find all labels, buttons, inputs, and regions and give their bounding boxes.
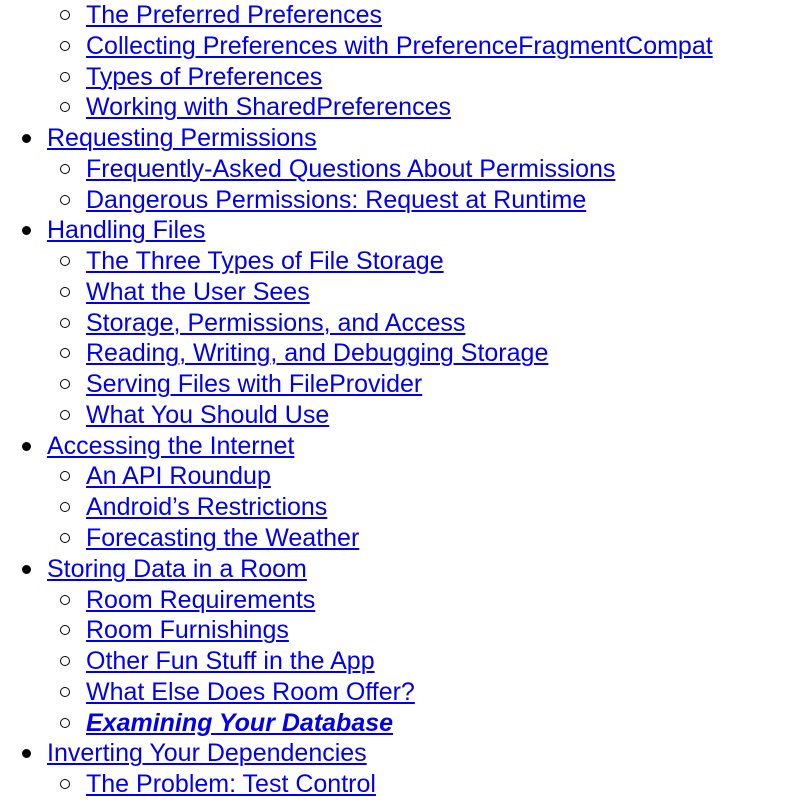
section-item xyxy=(0,185,800,216)
circle-bullet-icon xyxy=(60,410,70,420)
circle-bullet-icon xyxy=(60,779,70,789)
section-item xyxy=(0,31,800,62)
section-item xyxy=(0,277,800,308)
circle-bullet-icon xyxy=(60,687,70,697)
section-link[interactable]: What Else Does Room Offer? xyxy=(86,677,415,706)
section-list xyxy=(0,461,800,553)
section-link[interactable]: What You Should Use xyxy=(86,400,330,429)
section-link[interactable]: The Preferred Preferences xyxy=(86,1,382,29)
section-link[interactable]: An API Roundup xyxy=(86,462,271,491)
chapter-inverting-your-dependencies xyxy=(0,738,800,800)
section-row xyxy=(0,338,800,369)
section-row xyxy=(0,31,800,62)
section-row xyxy=(0,646,800,677)
chapter-row xyxy=(0,123,800,154)
section-link-current[interactable]: Examining Your Database xyxy=(86,708,394,737)
section-row xyxy=(0,92,800,123)
section-row xyxy=(0,277,800,308)
section-link[interactable]: Room Requirements xyxy=(86,585,316,614)
section-link[interactable]: Storage, Permissions, and Access xyxy=(86,308,466,337)
section-item xyxy=(0,154,800,185)
section-row xyxy=(0,246,800,277)
section-item xyxy=(0,369,800,400)
section-row xyxy=(0,492,800,523)
section-item xyxy=(0,461,800,492)
section-link[interactable]: Serving Files with FileProvider xyxy=(86,370,423,399)
section-link[interactable]: Types of Preferences xyxy=(86,62,323,91)
section-item xyxy=(0,338,800,369)
circle-bullet-icon xyxy=(60,471,70,481)
chapter-link[interactable]: Inverting Your Dependencies xyxy=(47,739,367,768)
chapter-row xyxy=(0,431,800,462)
circle-bullet-icon xyxy=(60,10,70,20)
chapter-row xyxy=(0,215,800,246)
section-row xyxy=(0,154,800,185)
circle-bullet-icon xyxy=(60,287,70,297)
section-row xyxy=(0,769,800,800)
section-item xyxy=(0,246,800,277)
section-row xyxy=(0,369,800,400)
section-list xyxy=(0,769,800,800)
chapter-row xyxy=(0,554,800,585)
section-link[interactable]: What the User Sees xyxy=(86,277,310,306)
circle-bullet-icon xyxy=(60,72,70,82)
section-link[interactable]: Collecting Preferences with PreferenceFragmentCompat xyxy=(86,31,713,60)
section-list xyxy=(0,154,800,216)
circle-bullet-icon xyxy=(60,41,70,51)
section-row xyxy=(0,585,800,616)
section-item xyxy=(0,585,800,616)
circle-bullet-icon xyxy=(60,102,70,112)
section-link[interactable]: Forecasting the Weather xyxy=(86,524,360,553)
circle-bullet-icon xyxy=(60,595,70,605)
section-item xyxy=(0,62,800,93)
section-link[interactable]: Frequently-Asked Questions About Permissions xyxy=(86,154,616,183)
section-link[interactable]: The Three Types of File Storage xyxy=(86,247,444,276)
chapter-handling-files xyxy=(0,215,800,430)
section-link[interactable]: Reading, Writing, and Debugging Storage xyxy=(86,339,549,368)
chapter-accessing-the-internet xyxy=(0,431,800,554)
circle-bullet-icon xyxy=(60,533,70,543)
section-row xyxy=(0,461,800,492)
chapter-link[interactable]: Storing Data in a Room xyxy=(47,554,307,583)
bullet-icon xyxy=(22,442,31,451)
section-row xyxy=(0,615,800,646)
chapter-link[interactable]: Accessing the Internet xyxy=(47,431,295,460)
circle-bullet-icon xyxy=(60,502,70,512)
circle-bullet-icon xyxy=(60,379,70,389)
circle-bullet-icon xyxy=(60,195,70,205)
circle-bullet-icon xyxy=(60,318,70,328)
bullet-icon xyxy=(22,134,31,143)
section-item xyxy=(0,400,800,431)
section-row xyxy=(0,400,800,431)
circle-bullet-icon xyxy=(60,656,70,666)
section-row xyxy=(0,523,800,554)
circle-bullet-icon xyxy=(60,625,70,635)
bullet-icon xyxy=(22,749,31,758)
bullet-icon xyxy=(22,226,31,235)
section-row xyxy=(0,0,800,31)
section-row xyxy=(0,677,800,708)
section-link[interactable]: The Problem: Test Control xyxy=(86,770,376,799)
section-item xyxy=(0,677,800,708)
chapter-continued xyxy=(0,0,800,123)
chapter-storing-data-in-a-room xyxy=(0,554,800,739)
chapter-link[interactable]: Requesting Permissions xyxy=(47,124,317,153)
section-row xyxy=(0,185,800,216)
chapter-requesting-permissions xyxy=(0,123,800,215)
section-link[interactable]: Dangerous Permissions: Request at Runtime xyxy=(86,185,587,214)
section-item xyxy=(0,0,800,31)
section-item xyxy=(0,646,800,677)
section-item xyxy=(0,523,800,554)
section-item xyxy=(0,92,800,123)
chapter-link[interactable]: Handling Files xyxy=(47,216,206,245)
section-link[interactable]: Other Fun Stuff in the App xyxy=(86,647,375,676)
section-item xyxy=(0,708,800,739)
section-list xyxy=(0,246,800,431)
section-row xyxy=(0,308,800,339)
section-link[interactable]: Android’s Restrictions xyxy=(86,493,328,522)
bullet-icon xyxy=(22,565,31,574)
section-list xyxy=(0,585,800,739)
section-item xyxy=(0,615,800,646)
section-row xyxy=(0,62,800,93)
chapter-row xyxy=(0,738,800,769)
section-item xyxy=(0,308,800,339)
circle-bullet-icon xyxy=(60,718,70,728)
circle-bullet-icon xyxy=(60,164,70,174)
section-item xyxy=(0,492,800,523)
section-link[interactable]: Room Furnishings xyxy=(86,616,289,645)
circle-bullet-icon xyxy=(60,348,70,358)
circle-bullet-icon xyxy=(60,256,70,266)
section-link[interactable]: Working with SharedPreferences xyxy=(86,93,451,122)
section-item xyxy=(0,769,800,800)
section-list xyxy=(0,0,800,123)
section-row xyxy=(0,708,800,739)
